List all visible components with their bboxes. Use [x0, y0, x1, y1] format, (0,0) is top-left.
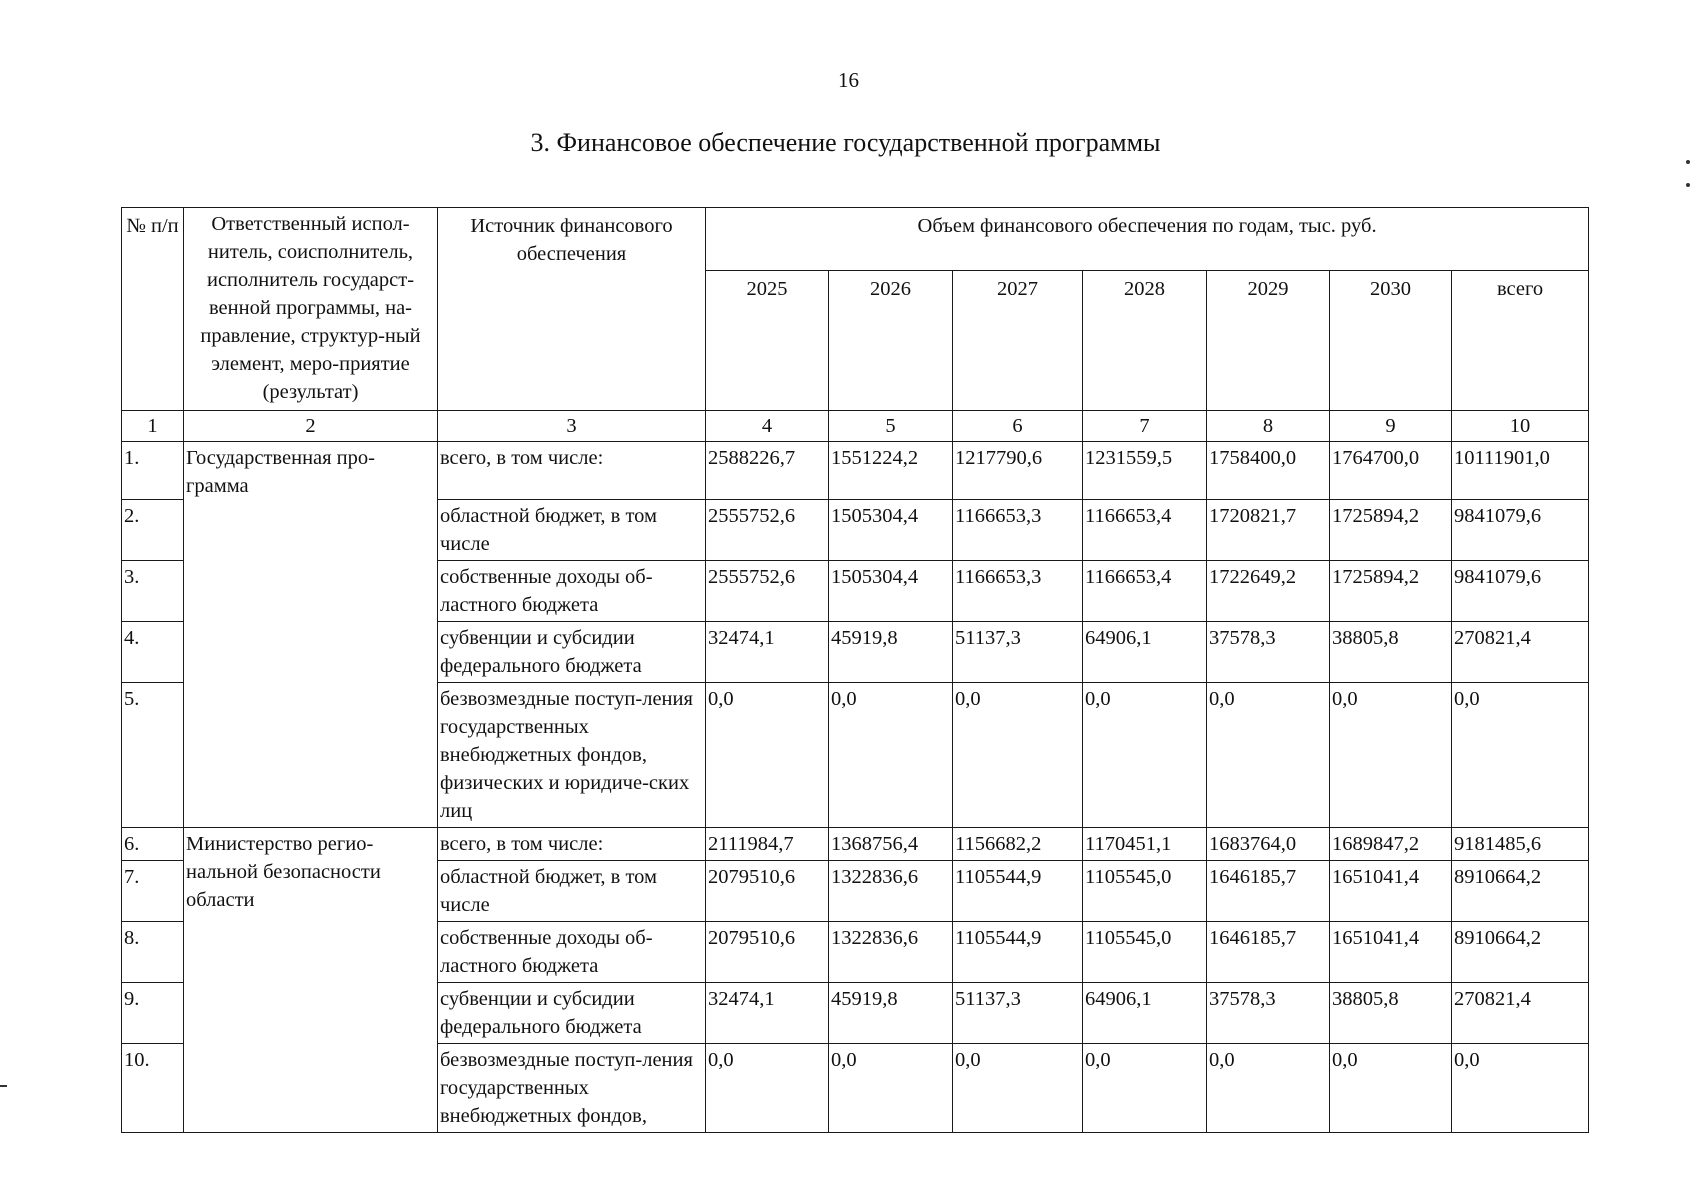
header-year: 2027 [953, 271, 1083, 411]
value-cell: 1217790,6 [953, 442, 1083, 500]
row-number: 4. [122, 622, 184, 683]
value-cell: 1368756,4 [829, 828, 953, 861]
value-cell: 1166653,4 [1083, 561, 1207, 622]
value-cell: 1322836,6 [829, 861, 953, 922]
value-cell: 1231559,5 [1083, 442, 1207, 500]
header-year: 2026 [829, 271, 953, 411]
header-row-1 [122, 208, 1589, 271]
header-volume: Объем финансового обеспечения по годам, тыс. руб. [706, 208, 1589, 271]
column-number: 1 [122, 411, 184, 442]
row-number: 6. [122, 828, 184, 861]
value-cell: 1651041,4 [1330, 861, 1452, 922]
row-number: 10. [122, 1044, 184, 1133]
value-cell: 0,0 [1330, 683, 1452, 828]
value-cell: 270821,4 [1452, 983, 1589, 1044]
header-year: 2025 [706, 271, 829, 411]
row-number: 8. [122, 922, 184, 983]
header-num: № п/п [122, 208, 184, 411]
value-cell: 1764700,0 [1330, 442, 1452, 500]
value-cell: 2555752,6 [706, 561, 829, 622]
value-cell: 0,0 [829, 1044, 953, 1133]
value-cell: 1105545,0 [1083, 861, 1207, 922]
table-row [122, 442, 1589, 500]
source-cell: собственные доходы об-ластного бюджета [438, 922, 706, 983]
column-number: 4 [706, 411, 829, 442]
header-year: 2028 [1083, 271, 1207, 411]
value-cell: 1170451,1 [1083, 828, 1207, 861]
value-cell: 2079510,6 [706, 922, 829, 983]
value-cell: 1505304,4 [829, 500, 953, 561]
row-number: 5. [122, 683, 184, 828]
row-number: 1. [122, 442, 184, 500]
header-year: 2029 [1207, 271, 1330, 411]
value-cell: 1166653,3 [953, 561, 1083, 622]
column-number: 5 [829, 411, 953, 442]
value-cell: 1689847,2 [1330, 828, 1452, 861]
value-cell: 32474,1 [706, 983, 829, 1044]
executor-cell: Министерство регио-нальной безопасности области [184, 828, 438, 1133]
value-cell: 0,0 [706, 1044, 829, 1133]
value-cell: 1651041,4 [1330, 922, 1452, 983]
header-source: Источник финансового обеспечения [438, 208, 706, 411]
value-cell: 1758400,0 [1207, 442, 1330, 500]
column-number: 7 [1083, 411, 1207, 442]
value-cell: 9841079,6 [1452, 561, 1589, 622]
value-cell: 2079510,6 [706, 861, 829, 922]
value-cell: 1725894,2 [1330, 500, 1452, 561]
value-cell: 1166653,4 [1083, 500, 1207, 561]
financing-table [121, 207, 1589, 1133]
value-cell: 8910664,2 [1452, 922, 1589, 983]
value-cell: 2588226,7 [706, 442, 829, 500]
source-cell: собственные доходы об-ластного бюджета [438, 561, 706, 622]
column-number: 6 [953, 411, 1083, 442]
executor-cell: Государственная про-грамма [184, 442, 438, 828]
row-number: 3. [122, 561, 184, 622]
column-number: 10 [1452, 411, 1589, 442]
value-cell: 32474,1 [706, 622, 829, 683]
value-cell: 0,0 [1083, 1044, 1207, 1133]
value-cell: 0,0 [1330, 1044, 1452, 1133]
value-cell: 2111984,7 [706, 828, 829, 861]
value-cell: 45919,8 [829, 983, 953, 1044]
row-number: 9. [122, 983, 184, 1044]
value-cell: 45919,8 [829, 622, 953, 683]
value-cell: 1646185,7 [1207, 861, 1330, 922]
value-cell: 1722649,2 [1207, 561, 1330, 622]
value-cell: 64906,1 [1083, 983, 1207, 1044]
source-cell: областной бюджет, в том числе [438, 500, 706, 561]
value-cell: 0,0 [829, 683, 953, 828]
scan-mark [1686, 160, 1690, 164]
value-cell: 2555752,6 [706, 500, 829, 561]
value-cell: 38805,8 [1330, 983, 1452, 1044]
table-row [122, 828, 1589, 861]
column-number: 3 [438, 411, 706, 442]
value-cell: 8910664,2 [1452, 861, 1589, 922]
header-executor: Ответственный испол-нитель, соисполнитель, исполнитель государст-венной программы, на-правление, структур-ный элемент, меро-приятие (результат) [184, 208, 438, 411]
source-cell: безвозмездные поступ-ления государственных внебюджетных фондов, [438, 1044, 706, 1133]
value-cell: 51137,3 [953, 622, 1083, 683]
value-cell: 0,0 [1207, 1044, 1330, 1133]
row-number: 7. [122, 861, 184, 922]
value-cell: 1105545,0 [1083, 922, 1207, 983]
value-cell: 1156682,2 [953, 828, 1083, 861]
value-cell: 9841079,6 [1452, 500, 1589, 561]
value-cell: 64906,1 [1083, 622, 1207, 683]
value-cell: 10111901,0 [1452, 442, 1589, 500]
source-cell: всего, в том числе: [438, 828, 706, 861]
section-title [0, 128, 1697, 158]
value-cell: 1166653,3 [953, 500, 1083, 561]
section-title-text: 3. Финансовое обеспечение государственной программы [530, 128, 1161, 157]
header-year: 2030 [1330, 271, 1452, 411]
source-cell: безвозмездные поступ-ления государственных внебюджетных фондов, физических и юридиче-ских лиц [438, 683, 706, 828]
row-number: 2. [122, 500, 184, 561]
value-cell: 1725894,2 [1330, 561, 1452, 622]
column-number: 8 [1207, 411, 1330, 442]
source-cell: областной бюджет, в том числе [438, 861, 706, 922]
value-cell: 0,0 [953, 1044, 1083, 1133]
header-year: всего [1452, 271, 1589, 411]
value-cell: 1505304,4 [829, 561, 953, 622]
value-cell: 0,0 [1083, 683, 1207, 828]
scan-mark [0, 1085, 7, 1087]
value-cell: 0,0 [1207, 683, 1330, 828]
value-cell: 1683764,0 [1207, 828, 1330, 861]
scan-mark [1686, 183, 1690, 187]
value-cell: 9181485,6 [1452, 828, 1589, 861]
page-number: 16 [838, 68, 859, 92]
value-cell: 1322836,6 [829, 922, 953, 983]
value-cell: 1551224,2 [829, 442, 953, 500]
value-cell: 1105544,9 [953, 861, 1083, 922]
value-cell: 0,0 [706, 683, 829, 828]
source-cell: всего, в том числе: [438, 442, 706, 500]
value-cell: 37578,3 [1207, 622, 1330, 683]
value-cell: 51137,3 [953, 983, 1083, 1044]
value-cell: 0,0 [953, 683, 1083, 828]
value-cell: 38805,8 [1330, 622, 1452, 683]
value-cell: 1105544,9 [953, 922, 1083, 983]
value-cell: 0,0 [1452, 683, 1589, 828]
column-numbers-row [122, 411, 1589, 442]
source-cell: субвенции и субсидии федерального бюджета [438, 983, 706, 1044]
value-cell: 37578,3 [1207, 983, 1330, 1044]
column-number: 9 [1330, 411, 1452, 442]
value-cell: 270821,4 [1452, 622, 1589, 683]
value-cell: 1720821,7 [1207, 500, 1330, 561]
value-cell: 0,0 [1452, 1044, 1589, 1133]
column-number: 2 [184, 411, 438, 442]
value-cell: 1646185,7 [1207, 922, 1330, 983]
source-cell: субвенции и субсидии федерального бюджета [438, 622, 706, 683]
